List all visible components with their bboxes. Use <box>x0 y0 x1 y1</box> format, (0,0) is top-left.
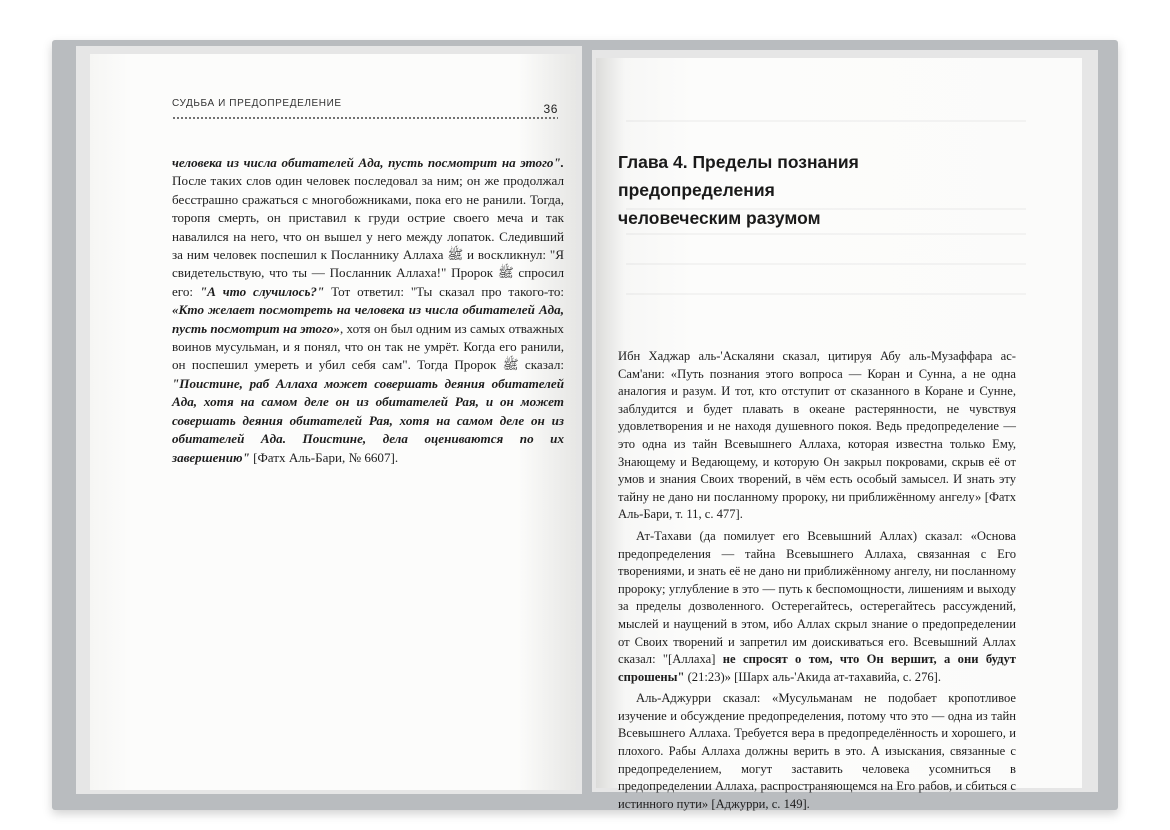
text-run: После таких слов один человек последовал за ним; он же продолжал бесстрашно сражаться с многобожниками, пока его не ранили. Тогда, торопя смерть, он приставил к груди острие своего меча и так навалился на него, что он вышел у него между лопаток. Следивший за ним человек поспешил к Посланнику Аллаха ﷺ и воскликнул: "Я свидетельствую, что ты — Посланник Аллаха!" Пророк ﷺ спросил его: <box>172 173 564 299</box>
dotted-rule <box>172 116 558 120</box>
chapter-title-line: Глава 4. Пределы познания предопределения <box>618 152 859 200</box>
reference: (21:23)» [Шарх аль-'Акида ат-тахавийа, с. 276]. <box>687 669 942 684</box>
right-paragraph <box>618 690 1016 813</box>
reference: [Фатх Аль-Бари, № 6607]. <box>253 449 399 465</box>
page-number: 36 <box>543 102 558 116</box>
bold-italic-quote: "А что случилось?" <box>199 283 325 299</box>
right-page <box>596 58 1082 811</box>
text-run: , хотя он был одним из самых отважных воинов мусульман, и я понял, что он так не умрёт. Когда его ранили, он поспешил умереть и убил себя сам". Тогда Пророк ﷺ сказал: <box>172 320 564 373</box>
text-run: Ат-Тахави (да помилует его Всевышний Аллах) сказал: «Основа предопределения — тайна Всевышнего Аллаха, связанная с Его творениями, и знать её не дано ни приближённому ангелу, ни посланному пророку; углубление в это — путь к беспомощности, лишениям и выходу за пределы дозволенного. Остерегайтесь, остерегайтесь рассуждений, мыслей и наущений в этом, ибо Аллах скрыл знание о предопределении от Своих творений и запретил им доискиваться его. Всевышний Аллах сказал: "[Аллаха] <box>618 528 1016 667</box>
reference: [Фатх Аль-Бари, т. 11, с. 477]. <box>618 489 1016 522</box>
bold-quote: не спросят о том, что Он вершит, а они будут спрошены" <box>618 652 1016 684</box>
text-run: Аль-Аджурри сказал: «Мусульманам не подобает кропотливое изучение и обсуждение предопределения, потому что это — одна из тайн Всевышнего Аллаха. Требуется вера в предопределённость и хорошего, и плохого. Рабы Аллаха должны верить в это. А изыскания, связанные с предопределением, могут заставить человека усомниться в предопределении Аллаха, распространяющемся на Его рабов, и сбиться с истинного пути» <box>618 691 1016 811</box>
chapter-title <box>618 148 1018 232</box>
text-run: Тот ответил: "Ты сказал про такого-то: <box>331 283 565 299</box>
bold-italic-quote: «Кто желает посмотреть на человека из числа обитателей Ада, пусть посмотрит на этого» <box>172 302 564 336</box>
show-through-line <box>626 263 1026 265</box>
running-head <box>172 98 558 116</box>
bold-italic-quote: человека из числа обитателей Ада, пусть посмотрит на этого". <box>172 155 564 170</box>
left-paragraph <box>172 154 564 467</box>
show-through-line <box>626 120 1026 122</box>
bold-italic-quote: "Поистине, раб Аллаха может совершать деяния обитателей Ада, хотя на самом деле он из обитателей Рая, и он может совершать деяния обитателей Рая, хотя на самом деле он из обитателей Ада. Поистине, дела оцениваются по их завершению" <box>172 375 564 465</box>
running-head-title: СУДЬБА И ПРЕДОПРЕДЕЛЕНИЕ <box>172 98 342 109</box>
text-run: Ибн Хаджар аль-'Аскаляни сказал, цитируя Абу аль-Музаффара ас-Сам'ани: «Путь познания этого вопроса — Коран и Сунна, а не одна аналогия и разум. И тот, кто отступит от сказанного в Коране и Сунне, заблудится и будет плавать в океане растерянности, не чувствуя удовлетворения и не находя душевного покоя. Ведь предопределение — это одна из тайн Всевышнего Аллаха, которая известна только Ему, Знающему и Ведающему, и которую Он закрыл покровами, скрыв её от умов и знания Своих творений, в чём есть особый замысел. И знать эту тайну не дано ни посланному пророку, ни приближённому ангелу» <box>618 349 1016 504</box>
show-through-line <box>626 293 1026 295</box>
right-paragraph <box>618 528 1016 686</box>
right-body-text <box>618 348 1016 817</box>
show-through-line <box>626 233 1026 235</box>
left-body-text <box>172 154 564 467</box>
left-page <box>90 54 576 790</box>
chapter-title-line: человеческим разумом <box>618 208 821 228</box>
right-paragraph <box>618 348 1016 524</box>
reference: [Аджурри, с. 149]. <box>711 796 810 811</box>
